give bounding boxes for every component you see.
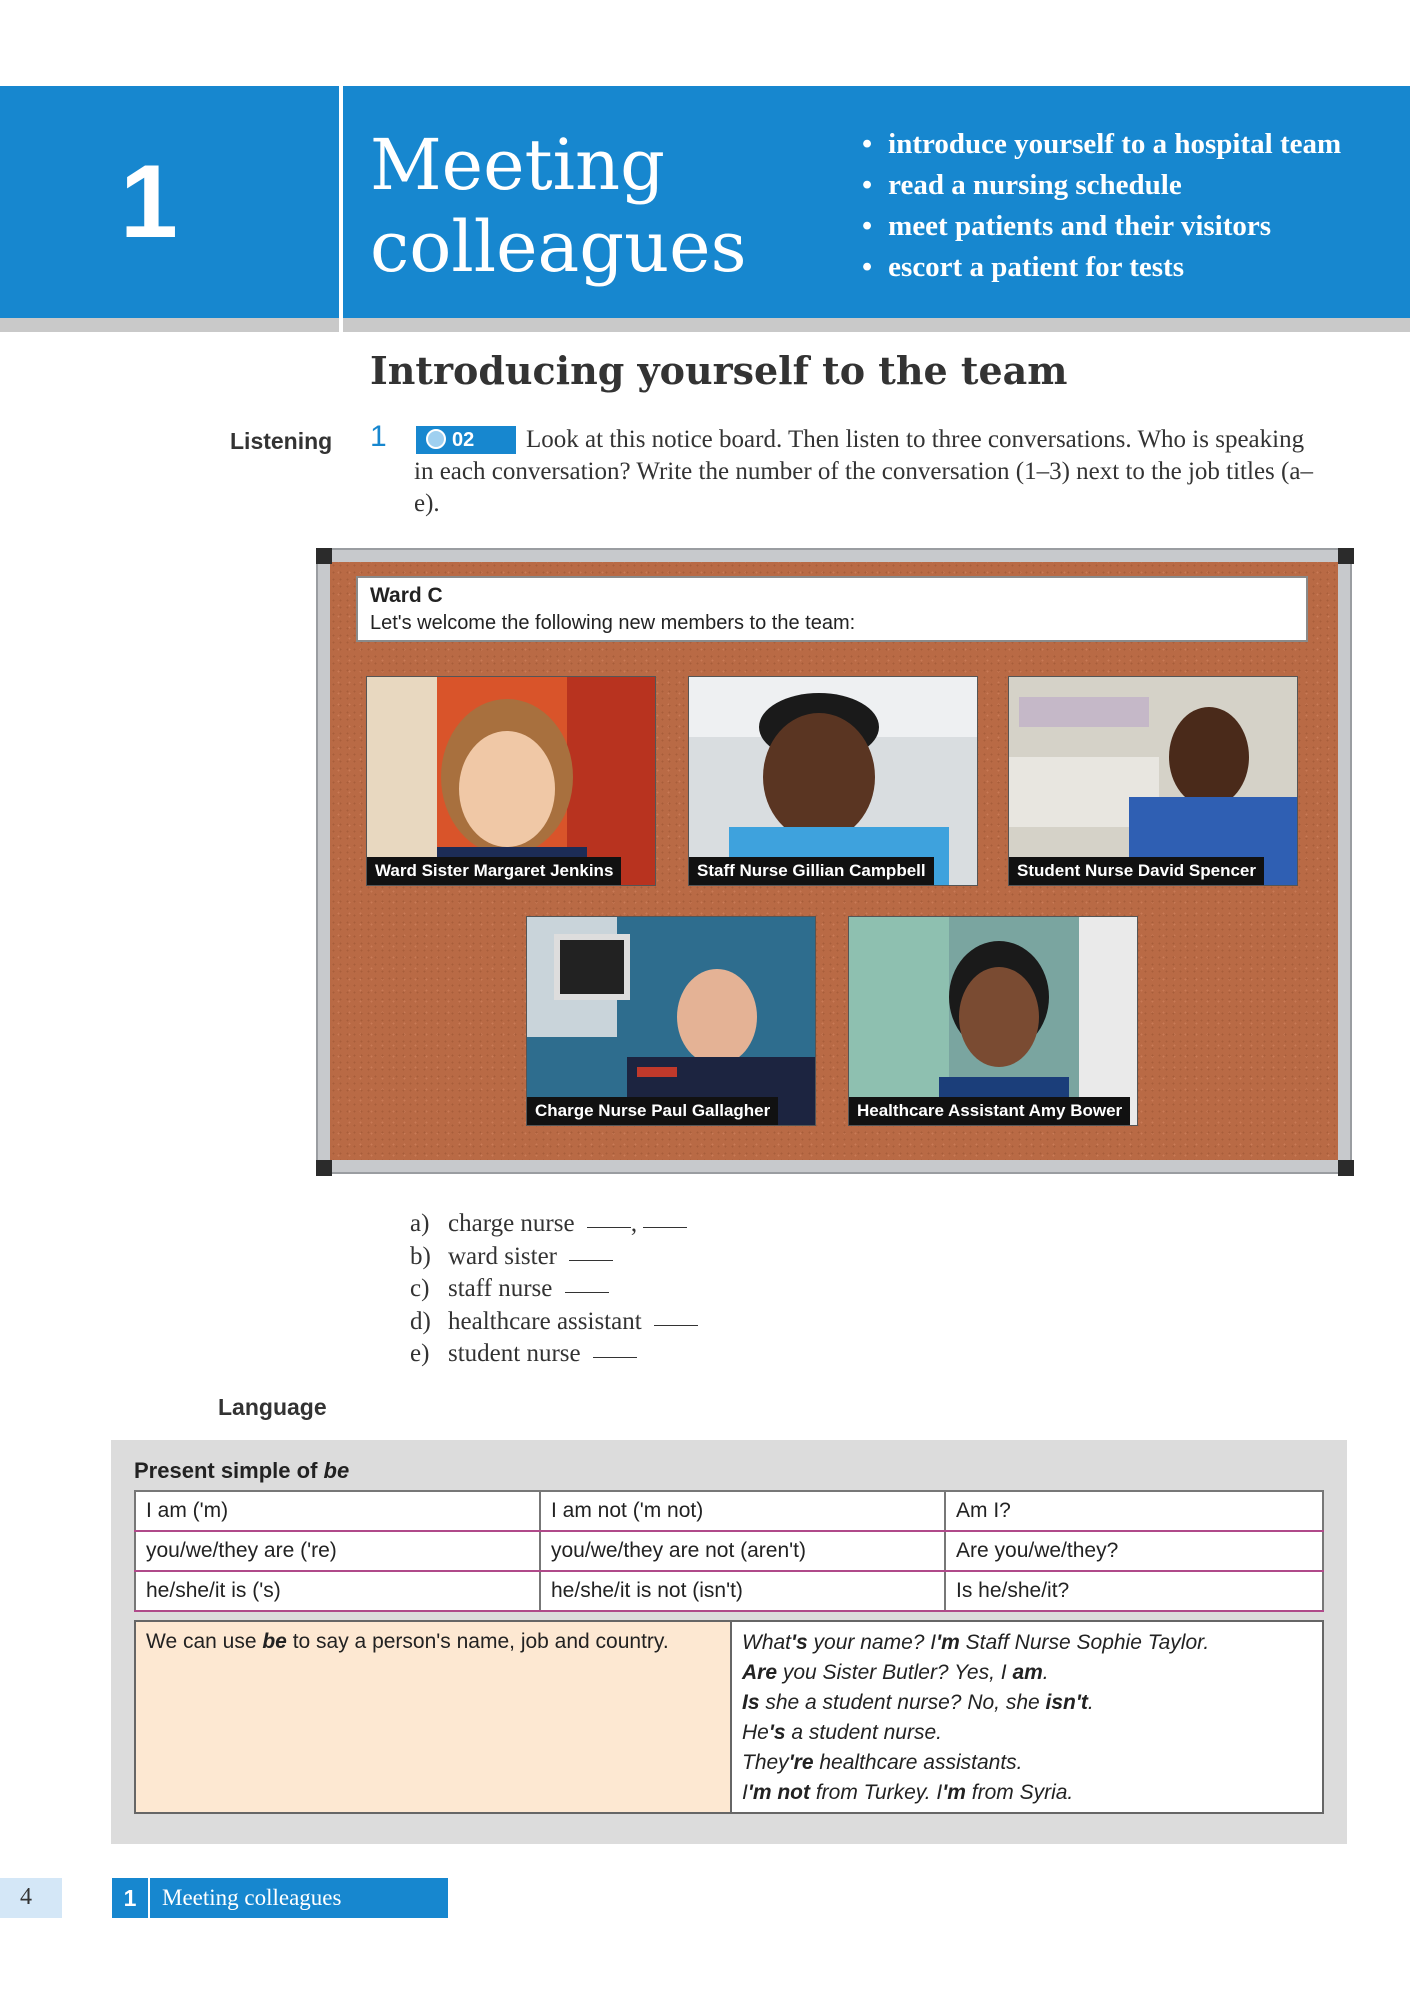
example-text: a student nurse.: [785, 1721, 942, 1744]
example-text: your name?: [807, 1631, 931, 1654]
table-row: [135, 1531, 1323, 1571]
example-text: What: [742, 1631, 792, 1654]
example-line: [742, 1688, 1312, 1718]
example-bold: am: [1012, 1661, 1043, 1684]
example-text: .: [1087, 1691, 1094, 1714]
photo-caption: Healthcare Assistant Amy Bower: [849, 1097, 1130, 1125]
usage-rule: [136, 1622, 732, 1812]
table-cell: he/she/it is not (isn't): [540, 1571, 945, 1611]
banner-shadow-strip: [0, 318, 1410, 332]
table-cell: you/we/they are ('re): [135, 1531, 540, 1571]
example-text: you Sister Butler? Yes, I: [777, 1661, 1013, 1684]
photo-caption: Student Nurse David Spencer: [1009, 857, 1264, 885]
staff-photo: [1008, 676, 1298, 886]
unit-title: [370, 124, 747, 288]
frame-corner: [1338, 548, 1354, 564]
answer-item: [410, 1338, 698, 1371]
language-label: Language: [218, 1394, 327, 1420]
portrait-illustration: [367, 677, 656, 886]
ward-notice: [356, 576, 1308, 642]
footer-unit-title: Meeting colleagues: [162, 1885, 342, 1910]
usage-text: to say a person's name, job and country.: [286, 1630, 669, 1653]
example-text: They: [742, 1751, 789, 1774]
unit-title-line-1: Meeting: [370, 124, 665, 206]
example-text: from Syria.: [965, 1781, 1074, 1804]
exercise-instruction: Look at this notice board. Then listen to three conversations. Who is speaking in each conversation? Write the number of the conversation (1–3) next to the job titles (a–e).: [414, 426, 1313, 517]
table-row: [135, 1571, 1323, 1611]
audio-track-badge[interactable]: [416, 426, 516, 454]
table-cell: I am not ('m not): [540, 1491, 945, 1531]
example-text: Staff Nurse Sophie Taylor.: [959, 1631, 1210, 1654]
example-bold: isn't: [1045, 1691, 1088, 1714]
answer-text: student nurse: [448, 1340, 581, 1367]
usage-box: [134, 1620, 1324, 1814]
photo-caption: Staff Nurse Gillian Campbell: [689, 857, 934, 885]
answer-item: [410, 1273, 698, 1306]
unit-title-line-2: colleagues: [370, 206, 747, 288]
portrait-illustration: [527, 917, 816, 1126]
exercise-number: 1: [370, 420, 387, 453]
listening-label: Listening: [230, 428, 333, 454]
track-number: 02: [452, 429, 475, 451]
portrait-illustration: [849, 917, 1138, 1126]
example-text: I: [930, 1631, 937, 1654]
unit-number: 1: [120, 144, 178, 260]
language-title-keyword: be: [323, 1458, 350, 1483]
staff-photo: [688, 676, 978, 886]
answer-blank[interactable]: [587, 1227, 631, 1228]
section-title: Introducing yourself to the team: [370, 348, 1068, 393]
table-cell: he/she/it is ('s): [135, 1571, 540, 1611]
language-box-title: [134, 1458, 349, 1484]
frame-corner: [1338, 1160, 1354, 1176]
footer-unit-tab: [112, 1878, 448, 1918]
answer-text: ward sister: [448, 1242, 557, 1270]
blank-separator: ,: [630, 1210, 638, 1237]
objective-item: • introduce yourself to a hospital team: [862, 124, 1341, 165]
page-number: 4: [20, 1884, 32, 1910]
answer-text: healthcare assistant: [448, 1307, 642, 1335]
usage-text: We can use: [146, 1630, 263, 1653]
answer-blank[interactable]: [569, 1260, 613, 1261]
staff-photo: [366, 676, 656, 886]
example-line: [742, 1658, 1312, 1688]
usage-keyword: be: [262, 1630, 287, 1653]
present-simple-be-table: [134, 1490, 1324, 1612]
cd-icon: [426, 429, 446, 449]
notice-heading: Ward C: [370, 584, 443, 607]
usage-examples: [732, 1622, 1322, 1812]
objective-item: • read a nursing schedule: [862, 165, 1341, 206]
answer-letter: a): [410, 1210, 430, 1237]
photo-caption: Ward Sister Margaret Jenkins: [367, 857, 621, 885]
answer-letter: e): [410, 1340, 430, 1367]
answer-item: [410, 1208, 698, 1241]
example-line: [742, 1718, 1312, 1748]
table-cell: Is he/she/it?: [945, 1571, 1323, 1611]
photo-caption: Charge Nurse Paul Gallagher: [527, 1097, 778, 1125]
frame-corner: [316, 1160, 332, 1176]
table-cell: Am I?: [945, 1491, 1323, 1531]
banner-divider: [339, 86, 343, 332]
example-text: she a student nurse? No, she: [759, 1691, 1046, 1714]
answer-letter: d): [410, 1307, 431, 1335]
example-bold: Is: [742, 1691, 760, 1714]
staff-photo: [526, 916, 816, 1126]
example-text: .: [1042, 1661, 1049, 1684]
answer-blank[interactable]: [654, 1325, 698, 1326]
example-text: He: [742, 1721, 769, 1744]
table-cell: I am ('m): [135, 1491, 540, 1531]
footer-unit-number: 1: [112, 1878, 150, 1918]
answer-text: charge nurse: [448, 1210, 575, 1237]
example-bold: 's: [791, 1631, 808, 1654]
answer-text: staff nurse: [448, 1275, 553, 1302]
example-bold: Are: [742, 1661, 778, 1684]
language-title-text: Present simple of: [134, 1458, 324, 1483]
answer-blank[interactable]: [643, 1227, 687, 1228]
example-bold: 're: [788, 1751, 814, 1774]
example-line: [742, 1628, 1312, 1658]
table-cell: Are you/we/they?: [945, 1531, 1323, 1571]
answer-item: [410, 1241, 698, 1274]
objective-item: • escort a patient for tests: [862, 247, 1341, 288]
answer-blank[interactable]: [593, 1357, 637, 1358]
answer-item: [410, 1306, 698, 1339]
example-text: I: [742, 1781, 748, 1804]
answer-letter: b): [410, 1242, 431, 1270]
answer-blank[interactable]: [565, 1292, 609, 1293]
portrait-illustration: [689, 677, 978, 886]
example-text: from Turkey. I: [810, 1781, 943, 1804]
staff-photo: [848, 916, 1138, 1126]
example-line: [742, 1748, 1312, 1778]
example-bold: 'm: [942, 1781, 966, 1804]
answer-letter: c): [410, 1275, 430, 1302]
frame-corner: [316, 548, 332, 564]
notice-text: Let's welcome the following new members to the team:: [370, 612, 856, 634]
objective-item: • meet patients and their visitors: [862, 206, 1341, 247]
example-bold: 's: [768, 1721, 786, 1744]
table-row: [135, 1491, 1323, 1531]
example-bold: 'm not: [747, 1781, 810, 1804]
portrait-illustration: [1009, 677, 1298, 886]
unit-objectives: [862, 124, 1341, 288]
example-line: [742, 1778, 1312, 1808]
table-cell: you/we/they are not (aren't): [540, 1531, 945, 1571]
example-text: healthcare assistants.: [813, 1751, 1023, 1774]
answer-list: [410, 1208, 698, 1371]
example-bold: 'm: [936, 1631, 960, 1654]
